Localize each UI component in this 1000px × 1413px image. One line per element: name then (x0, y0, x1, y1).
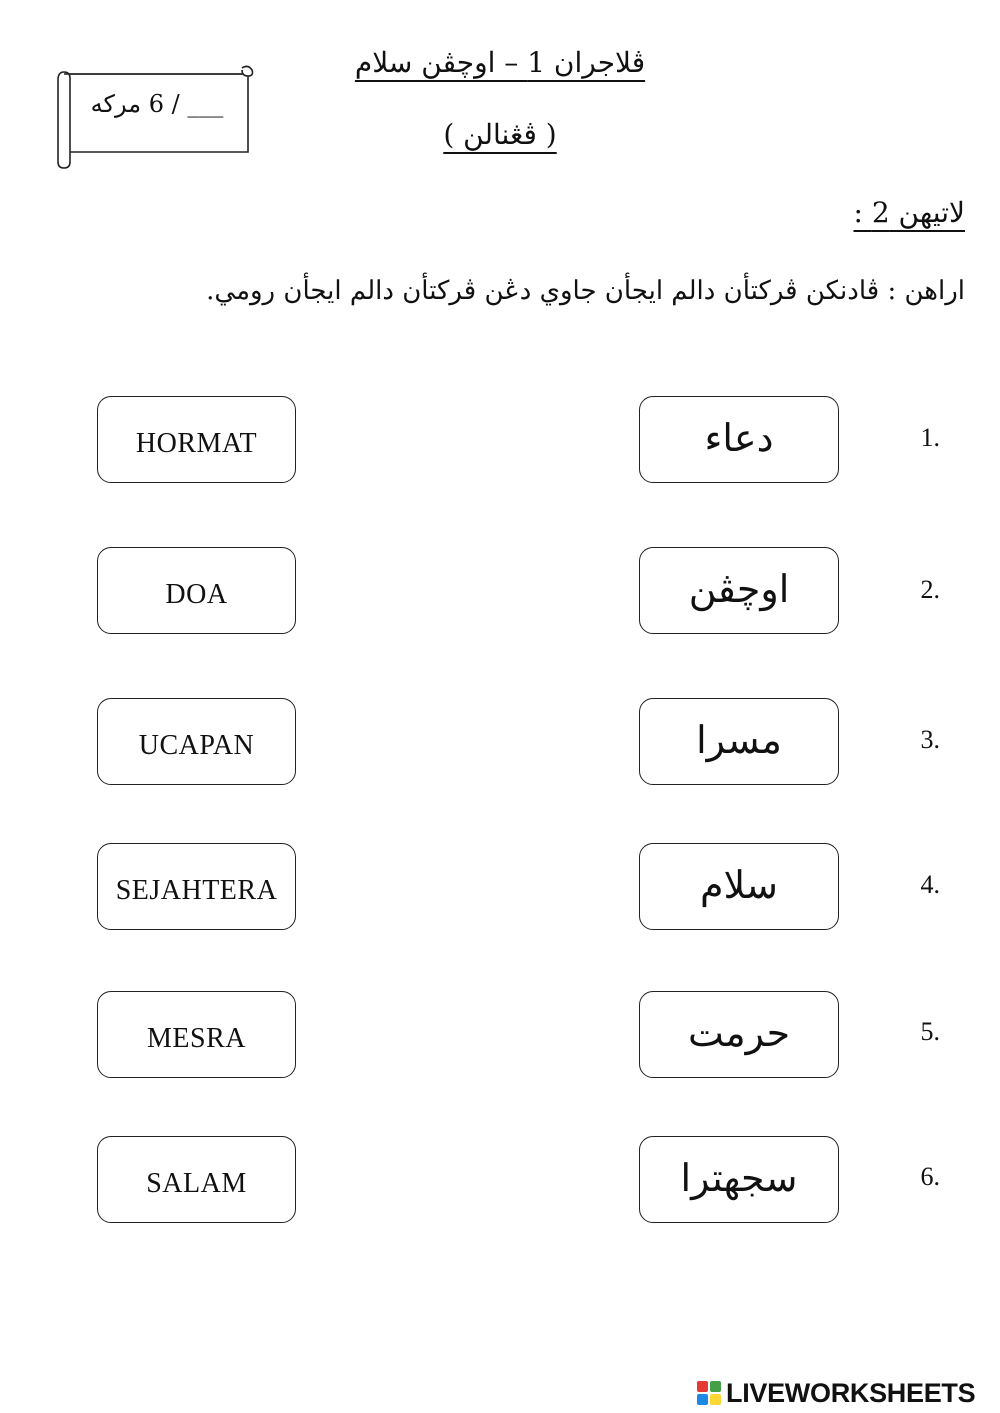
item-number: 5. (920, 1017, 940, 1046)
liveworksheets-logo (696, 1376, 996, 1410)
jawi-word: دعاء (704, 415, 774, 460)
instruction-text: اراهن : ڤادنكن ڤركتأن دالم ايجأن جاوي دڠن ڤركتأن دالم ايجأن رومي. (206, 276, 965, 306)
exercise-label-text: لاتيهن 2 : (853, 196, 965, 229)
rumi-word: UCAPAN (138, 729, 255, 761)
page-title-text: ڤلاجران 1 – اوچڤن سلام (354, 46, 646, 79)
item-number: 3. (920, 725, 940, 754)
jawi-box-4[interactable] (639, 843, 839, 930)
jawi-box-5[interactable] (639, 991, 839, 1078)
jawi-box-1[interactable] (639, 396, 839, 483)
item-number: 6. (920, 1162, 940, 1191)
rumi-word: DOA (165, 578, 228, 610)
rumi-box-6[interactable] (97, 1136, 296, 1223)
page-title (300, 40, 700, 86)
rumi-box-1[interactable] (97, 396, 296, 483)
jawi-word: مسرا (696, 717, 782, 762)
jawi-word: اوچڤن (688, 566, 790, 611)
page-subtitle-text: ( ڤڠنالن ) (443, 118, 557, 151)
score-label: ___ / 6 مركه (90, 90, 224, 118)
page-subtitle (350, 112, 650, 158)
item-number: 1. (920, 423, 940, 452)
jawi-word: سلام (699, 862, 779, 907)
logo-square-red (697, 1381, 708, 1392)
jawi-box-2[interactable] (639, 547, 839, 634)
item-number: 2. (920, 575, 940, 604)
rumi-box-4[interactable] (97, 843, 296, 930)
liveworksheets-brand: LIVEWORKSHEETS (726, 1377, 976, 1408)
jawi-word: حرمت (687, 1010, 791, 1055)
logo-square-green (710, 1381, 721, 1392)
item-number: 4. (920, 870, 940, 899)
rumi-word: HORMAT (135, 427, 258, 459)
jawi-word: سجهترا (680, 1155, 798, 1200)
jawi-box-6[interactable] (639, 1136, 839, 1223)
rumi-word: SALAM (146, 1167, 247, 1199)
rumi-box-5[interactable] (97, 991, 296, 1078)
logo-square-yellow (710, 1394, 721, 1405)
liveworksheets-icon (696, 1380, 722, 1406)
rumi-word: MESRA (147, 1022, 246, 1054)
jawi-box-3[interactable] (639, 698, 839, 785)
exercise-label (760, 190, 965, 236)
rumi-box-3[interactable] (97, 698, 296, 785)
logo-square-blue (697, 1394, 708, 1405)
rumi-box-2[interactable] (97, 547, 296, 634)
rumi-word: SEJAHTERA (115, 874, 278, 906)
